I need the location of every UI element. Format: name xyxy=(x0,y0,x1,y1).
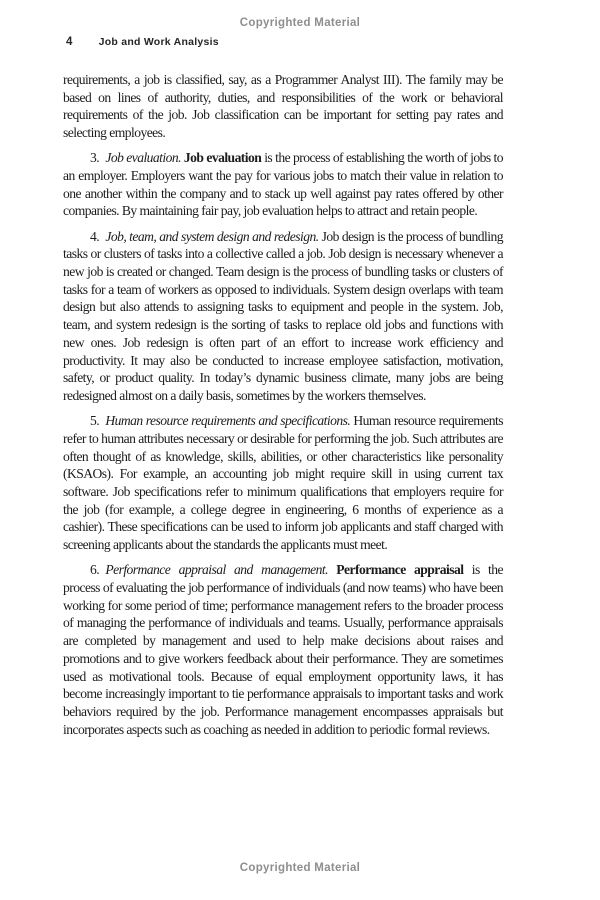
paragraph-item-4-design-redesign xyxy=(63,228,503,405)
text-run-normal: is the process of establishing the worth of jobs to an employer. Employers want the pay for various jobs to match their value in relation to one another within the company and to stack up well against pay rates offered by other companies. By maintaining fair pay, job evaluation helps to attract and retain people. xyxy=(63,150,503,219)
text-run-bold: Performance appraisal xyxy=(336,562,464,578)
paragraph-item-3-job-evaluation xyxy=(63,149,503,220)
text-run-normal: 4. xyxy=(90,228,106,244)
text-run-italic: Job, team, and system design and redesign. xyxy=(105,228,319,244)
text-run-bold: Job evaluation xyxy=(183,150,262,166)
paragraph-item-5-hr-requirements xyxy=(63,412,503,554)
text-run-normal: requirements, a job is classified, say, as a Programmer Analyst III). The family may be based on lines of authority, duties, and responsibilities of the work or behavioral requirements of the job. Job classification can be important for setting pay rates and selecting employees. xyxy=(63,72,503,141)
page-number: 4 xyxy=(66,36,73,48)
running-head xyxy=(66,36,219,48)
text-run-italic: Job evaluation. xyxy=(105,150,181,166)
text-run-normal: Human resource requirements refer to human attributes necessary or desirable for performing the job. Such attributes are often thought of as knowledge, skills, abilities, or other characteristics like personality (KSAOs). For example, an accounting job might require skill in using current tax software. Job specifications refer to minimum qualifications that employers require for the job (for example, a college degree in engineering, 6 months of experience as a cashier). These specifications can be used to inform job applicants and staff charged with screening applicants about the standards the applicants must meet. xyxy=(63,413,503,553)
page-body xyxy=(63,71,503,746)
copyright-watermark-bottom: Copyrighted Material xyxy=(239,862,361,874)
paragraph-item-6-performance-appraisal xyxy=(63,561,503,738)
text-run-italic: Performance appraisal and management. xyxy=(105,562,328,578)
running-title: Job and Work Analysis xyxy=(98,36,219,48)
paragraph-intro-continuation xyxy=(63,71,503,142)
text-run-normal: Job design is the process of bundling tasks or clusters of tasks into a collective called a job. Job design is necessary whenever a new job is created or changed. Team design is the process of bundling tasks or clusters of tasks for a team of workers as opposed to individuals. System design overlaps with team design but also attends to assigning tasks to equipment and people in the system. Job, team, and system redesign is the sorting of tasks to replace old jobs and functions with new ones. Job redesign is often part of an effort to increase work efficiency and productivity. It may also be conducted to increase employee satisfaction, motivation, safety, or product quality. In today’s dynamic business climate, many jobs are being redesigned almost on a daily basis, sometimes by the workers themselves. xyxy=(63,228,503,403)
copyright-watermark-top: Copyrighted Material xyxy=(239,17,361,29)
text-run-normal: 5. xyxy=(90,413,106,429)
text-run-normal: 6. xyxy=(90,562,106,578)
text-run-normal: is the process of evaluating the job performance of individuals (and now teams) who have been working for some period of time; performance management refers to the broader process of managing the performance of individuals and teams. Usually, performance appraisals are completed by management and used to help make decisions about raises and promotions and to give workers feedback about their performance. They are sometimes used as motivational tools. Because of equal employment opportunity laws, it has become increasingly important to tie performance appraisals to important tasks and work behaviors required by the job. Performance management encompasses appraisals but incorporates aspects such as coaching as needed in addition to periodic formal reviews. xyxy=(63,562,504,737)
text-run-italic: Human resource requirements and specifications. xyxy=(105,413,351,429)
text-run-normal: 3. xyxy=(90,150,106,166)
